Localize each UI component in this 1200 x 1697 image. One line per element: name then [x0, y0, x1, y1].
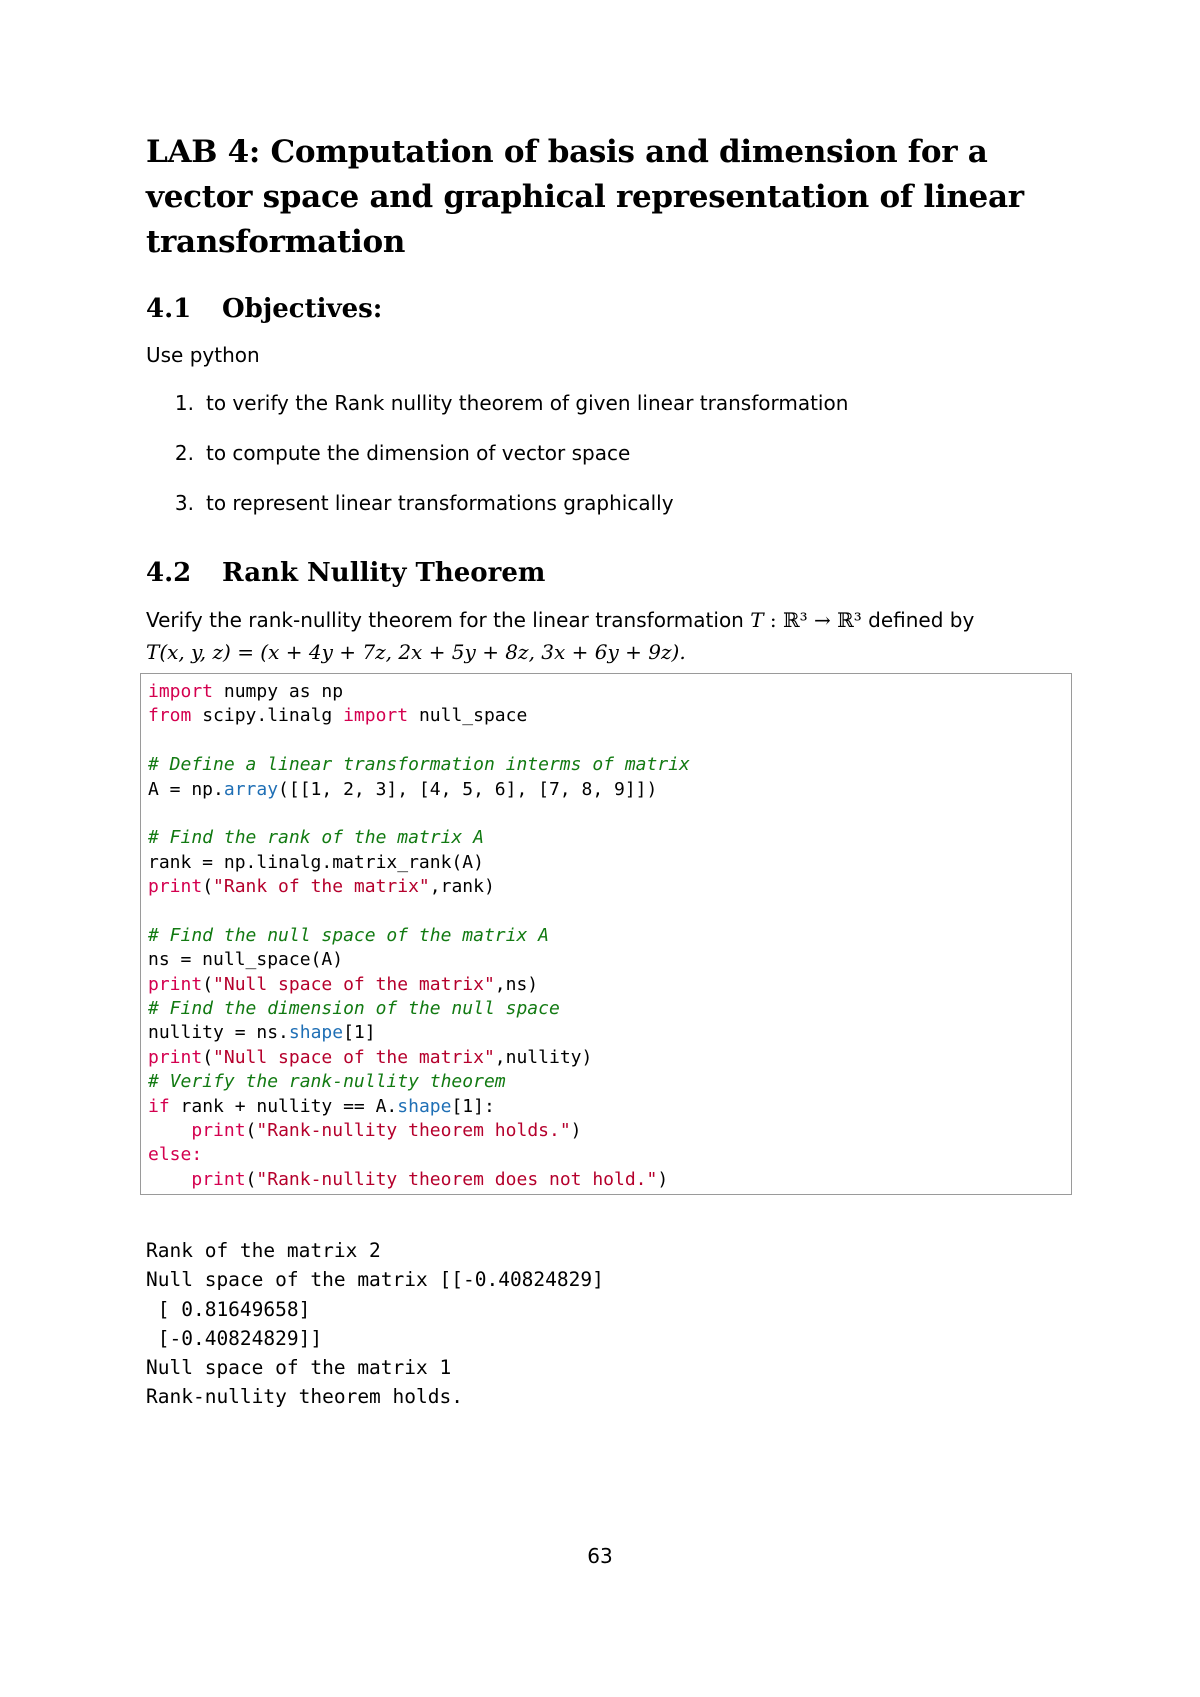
code-text: (: [202, 1046, 214, 1068]
code-text: ): [657, 1168, 669, 1190]
code-output: [146, 1236, 604, 1412]
code-text: ): [570, 1120, 582, 1142]
code-keyword: else: [148, 1144, 192, 1166]
section-title: Rank Nullity Theorem: [222, 558, 546, 588]
code-text: nullity = ns.: [148, 1022, 289, 1044]
code-line: [148, 997, 1065, 1021]
code-text: rank = np.linalg.matrix_rank(A): [148, 851, 484, 873]
code-text: [1]: [343, 1022, 376, 1044]
code-keyword: print: [148, 1046, 203, 1068]
output-line: [-0.40824829]]: [146, 1326, 323, 1350]
code-line: [148, 778, 1065, 802]
section-heading-objectives: [146, 292, 382, 326]
code-line: [148, 680, 1065, 704]
code-line: [148, 704, 1065, 728]
code-line: [148, 1168, 1065, 1192]
code-attr: shape: [397, 1095, 452, 1117]
code-comment: # Verify the rank-nullity theorem: [148, 1071, 506, 1093]
code-keyword: from: [148, 705, 192, 727]
section-heading-rank-nullity: [146, 556, 545, 590]
code-line: [148, 1070, 1065, 1094]
code-keyword: if: [148, 1095, 170, 1117]
chapter-title: LAB 4: Computation of basis and dimension for a vector space and graphical representation of linear transformation: [146, 134, 1024, 260]
code-block: [140, 673, 1072, 1195]
math-domain: ℝ³ → ℝ³: [783, 608, 862, 632]
code-comment: # Find the rank of the matrix A: [148, 827, 484, 849]
code-text: ([[1, 2, 3], [4, 5, 6], [7, 8, 9]]): [278, 778, 658, 800]
code-string: "Null space of the matrix": [213, 973, 495, 995]
list-item-text: to verify the Rank nullity theorem of given linear transformation: [206, 391, 849, 415]
code-text: (: [245, 1168, 257, 1190]
code-text: (: [245, 1120, 257, 1142]
code-keyword: print: [191, 1168, 246, 1190]
code-string: "Null space of the matrix": [213, 1046, 495, 1068]
code-line: [148, 875, 1065, 899]
objectives-list: [146, 388, 1046, 538]
code-keyword: :: [191, 1144, 203, 1166]
code-line: [148, 948, 1065, 972]
code-text: (: [202, 973, 214, 995]
list-item-number: 2.: [174, 441, 194, 465]
code-line: [148, 924, 1065, 948]
code-text: (: [202, 876, 214, 898]
code-line: [148, 1143, 1065, 1167]
output-line: Null space of the matrix 1: [146, 1356, 452, 1380]
code-string: "Rank-nullity theorem holds.": [256, 1120, 571, 1142]
code-text: ns = null_space(A): [148, 949, 344, 971]
code-text: numpy as np: [213, 681, 344, 702]
page-number: 63: [587, 1544, 613, 1568]
code-keyword: print: [148, 876, 203, 898]
output-line: Rank of the matrix 2: [146, 1239, 381, 1262]
math-colon: :: [763, 608, 784, 632]
code-attr: array: [223, 778, 279, 800]
code-line-blank: [148, 802, 1065, 826]
list-item-number: 3.: [174, 491, 194, 515]
code-comment: # Find the dimension of the null space: [148, 998, 560, 1020]
list-item-text: to compute the dimension of vector space: [206, 441, 631, 465]
theorem-lead: Verify the rank-nullity theorem for the linear transformation: [146, 608, 744, 632]
section-number: 4.2: [146, 558, 192, 588]
code-line: [148, 826, 1065, 850]
code-attr: shape: [288, 1022, 344, 1044]
code-line: [148, 1046, 1065, 1070]
code-comment: # Find the null space of the matrix A: [148, 924, 549, 946]
code-keyword: print: [191, 1120, 246, 1142]
math-T: T: [750, 608, 764, 632]
section-title: Objectives:: [222, 294, 383, 324]
code-line: [148, 1021, 1065, 1045]
code-line-blank: [148, 900, 1065, 924]
list-item: [146, 438, 1046, 488]
code-line: [148, 851, 1065, 875]
theorem-statement: [146, 604, 1076, 668]
code-text: scipy.linalg: [191, 705, 344, 727]
section-number: 4.1: [146, 294, 192, 324]
code-text: rank + nullity == A.: [169, 1095, 398, 1117]
code-text: ,nullity): [494, 1046, 593, 1068]
code-text: ,rank): [429, 876, 495, 898]
list-item-number: 1.: [174, 391, 194, 415]
output-line: [ 0.81649658]: [146, 1297, 311, 1321]
code-indent: [148, 1120, 191, 1141]
code-comment: # Define a linear transformation interms of matrix: [148, 754, 690, 776]
list-item: [146, 488, 1046, 538]
code-indent: [148, 1169, 191, 1190]
code-string: "Rank of the matrix": [213, 876, 430, 898]
code-keyword: print: [148, 973, 203, 995]
code-text: null_space: [408, 705, 528, 727]
code-line-blank: [148, 729, 1065, 753]
code-text: A = np.: [148, 778, 224, 800]
list-item-text: to represent linear transformations graphically: [206, 491, 674, 515]
code-text: ,ns): [494, 973, 539, 995]
output-line: Rank-nullity theorem holds.: [146, 1385, 463, 1409]
code-line: [148, 753, 1065, 777]
code-line: [148, 973, 1065, 997]
objectives-intro: Use python: [146, 343, 260, 367]
output-line: Null space of the matrix [[-0.40824829]: [146, 1268, 604, 1292]
code-keyword: import: [148, 681, 214, 702]
list-item: [146, 388, 1046, 438]
code-string: "Rank-nullity theorem does not hold.": [256, 1168, 658, 1190]
code-keyword: import: [343, 705, 409, 727]
code-line: [148, 1095, 1065, 1119]
code-line: [148, 1119, 1065, 1143]
code-text: [1]:: [451, 1095, 495, 1117]
defined-by: defined by: [861, 608, 975, 632]
math-formula: T(x, y, z) = (x + 4y + 7z, 2x + 5y + 8z, 3x + 6y + 9z).: [146, 640, 686, 664]
